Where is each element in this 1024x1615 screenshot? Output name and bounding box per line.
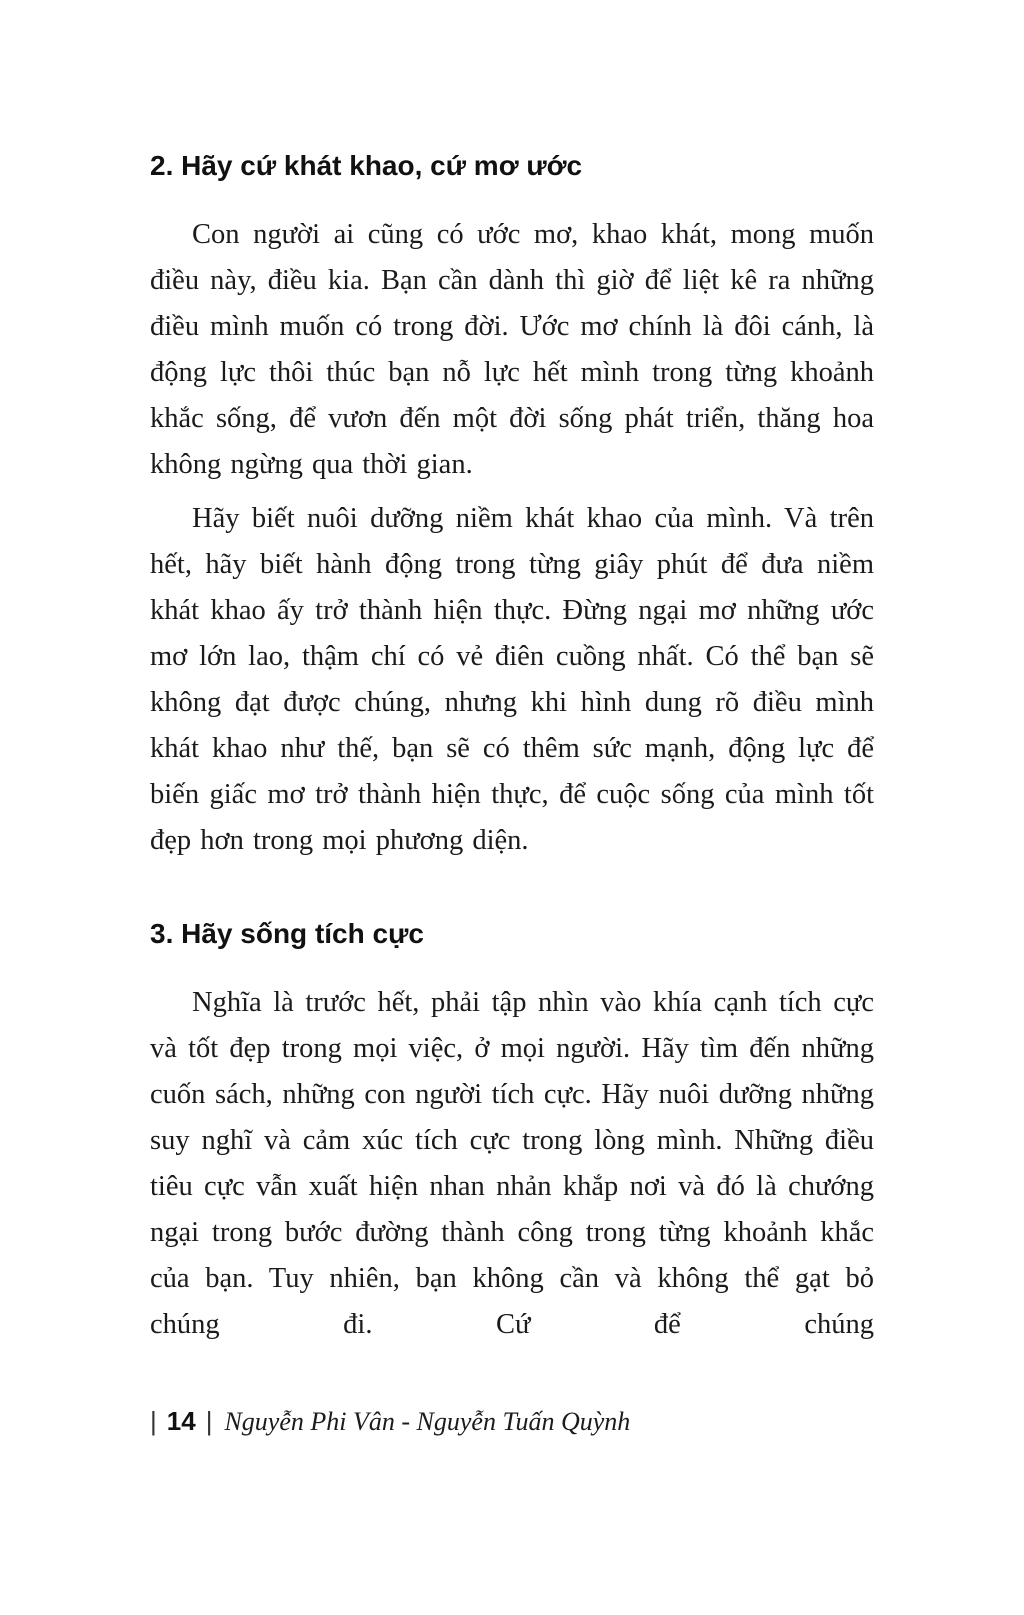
page-footer: [150, 1406, 630, 1437]
footer-separator-right: |: [205, 1406, 213, 1436]
section-heading-desire: 2. Hãy cứ khát khao, cứ mơ ước: [150, 150, 583, 181]
paragraph-desire-1: Con người ai cũng có ước mơ, khao khát, mong muốn điều này, điều kia. Bạn cần dành thì giờ để liệt kê ra những điều mình muốn có trong đời. Ước mơ chính là đôi cánh, là động lực thôi thúc bạn nỗ lực hết mình trong từng khoảnh khắc sống, để vươn đến một đời sống phát triển, thăng hoa không ngừng qua thời gian.: [150, 219, 874, 480]
footer-authors: Nguyễn Phi Vân - Nguyễn Tuấn Quỳnh: [224, 1407, 631, 1436]
footer-separator-left: |: [150, 1406, 157, 1436]
paragraph-positive-1: Nghĩa là trước hết, phải tập nhìn vào khía cạnh tích cực và tốt đẹp trong mọi việc, ở mọi người. Hãy tìm đến những cuốn sách, những con người tích cực. Hãy nuôi dưỡng những suy nghĩ và cảm xúc tích cực trong lòng mình. Những điều tiêu cực vẫn xuất hiện nhan nhản khắp nơi và đó là chướng ngại trong bước đường thành công trong từng khoảnh khắc của bạn. Tuy nhiên, bạn không cần và không thể gạt bỏ chúng đi. Cứ để chúng: [150, 987, 874, 1340]
section-heading-positive: 3. Hãy sống tích cực: [150, 918, 424, 949]
paragraph-desire-2: Hãy biết nuôi dưỡng niềm khát khao của mình. Và trên hết, hãy biết hành động trong từng giây phút để đưa niềm khát khao ấy trở thành hiện thực. Đừng ngại mơ những ước mơ lớn lao, thậm chí có vẻ điên cuồng nhất. Có thể bạn sẽ không đạt được chúng, nhưng khi hình dung rõ điều mình khát khao như thế, bạn sẽ có thêm sức mạnh, động lực để biến giấc mơ trở thành hiện thực, để cuộc sống của mình tốt đẹp hơn trong mọi phương diện.: [150, 503, 874, 856]
page-number: 14: [166, 1406, 196, 1436]
